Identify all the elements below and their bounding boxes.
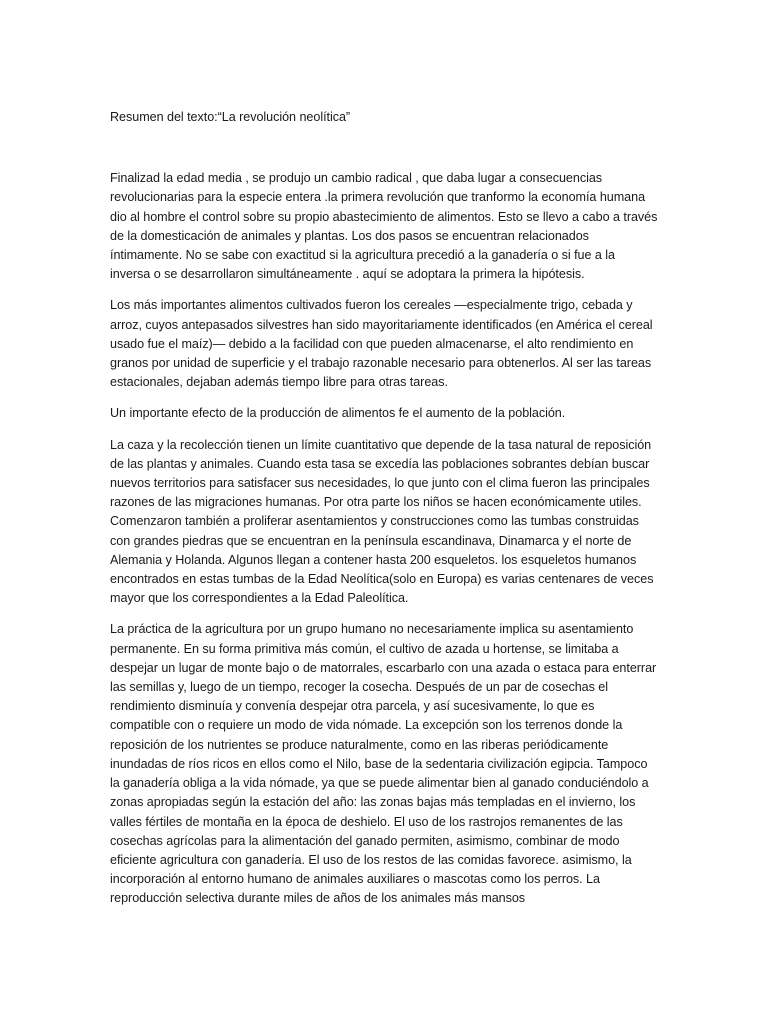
paragraph-5: La práctica de la agricultura por un grupo humano no necesariamente implica su asentamiento permanente. En su forma primitiva más común, el cultivo de azada u hortense, se limitaba a despejar un lugar de monte bajo o de matorrales, escarbarlo con una azada o estaca para enterrar las semillas y, luego de un tiempo, recoger la cosecha. Después de un par de cosechas el rendimiento disminuía y convenía despejar otra parcela, y así sucesivamente, lo que es compatible con o requiere un modo de vida nómade. La excepción son los terrenos donde la reposición de los nutrientes se produce naturalmente, como en las riberas periódicamente inundadas de ríos ricos en ellos como el Nilo, base de la sedentaria civilización egipcia. Tampoco la ganadería obliga a la vida nómade, ya que se puede alimentar bien al ganado conduciéndolo a zonas apropiadas según la estación del año: las zonas bajas más templadas en el invierno, los valles fértiles de montaña en la época de deshielo. El uso de los rastrojos remanentes de las cosechas agrícolas para la alimentación del ganado permiten, asimismo, combinar de modo eficiente agricultura con ganadería. El uso de los restos de las comidas favorece. asimismo, la incorporación al entorno humano de animales auxiliares o mascotas como los perros. La reproducción selectiva durante miles de años de los animales más mansos	[110, 622, 657, 906]
paragraph-2: Los más importantes alimentos cultivados fueron los cereales —especialmente trigo, cebada y arroz, cuyos antepasados silvestres han sido mayoritariamente identificados (en América el cereal usado fue el maíz)— debido a la facilidad con que pueden almacenarse, el alto rendimiento en granos por unidad de superficie y el trabajo razonable necesario para obtenerlos. Al ser las tareas estacionales, dejaban además tiempo libre para otras tareas.	[110, 298, 653, 390]
document-page	[110, 108, 658, 921]
paragraph-1: Finalizad la edad media , se produjo un cambio radical , que daba lugar a consecuencias revolucionarias para la especie entera .la primera revolución que tranformo la economía humana dio al hombre el control sobre su propio abastecimiento de alimentos. Esto se llevo a cabo a través de la domesticación de animales y plantas. Los dos pasos se encuentran relacionados íntimamente. No se sabe con exactitud si la agricultura precedió a la ganadería o si fue a la inversa o se desarrollaron simultáneamente . aquí se adoptara la primera la hipótesis.	[110, 171, 658, 282]
paragraph-3: Un importante efecto de la producción de alimentos fe el aumento de la población.	[110, 406, 566, 421]
document-body	[110, 169, 658, 908]
paragraph-4: La caza y la recolección tienen un límite cuantitativo que depende de la tasa natural de reposición de las plantas y animales. Cuando esta tasa se excedía las poblaciones sobrantes debían buscar nuevos territorios para satisfacer sus necesidades, lo que junto con el clima fueron las principales razones de las migraciones humanas. Por otra parte los niños se hacen económicamente utiles. Comenzaron también a proliferar asentamientos y construcciones como las tumbas construidas con grandes piedras que se encuentran en la península escandinava, Dinamarca y el norte de Alemania y Holanda. Algunos llegan a contener hasta 200 esqueletos. los esqueletos humanos encontrados en estas tumbas de la Edad Neolítica(solo en Europa) es varias centenares de veces mayor que los correspondientes a la Edad Paleolítica.	[110, 437, 654, 606]
document-title: Resumen del texto:“La revolución neolítica”	[110, 110, 351, 124]
